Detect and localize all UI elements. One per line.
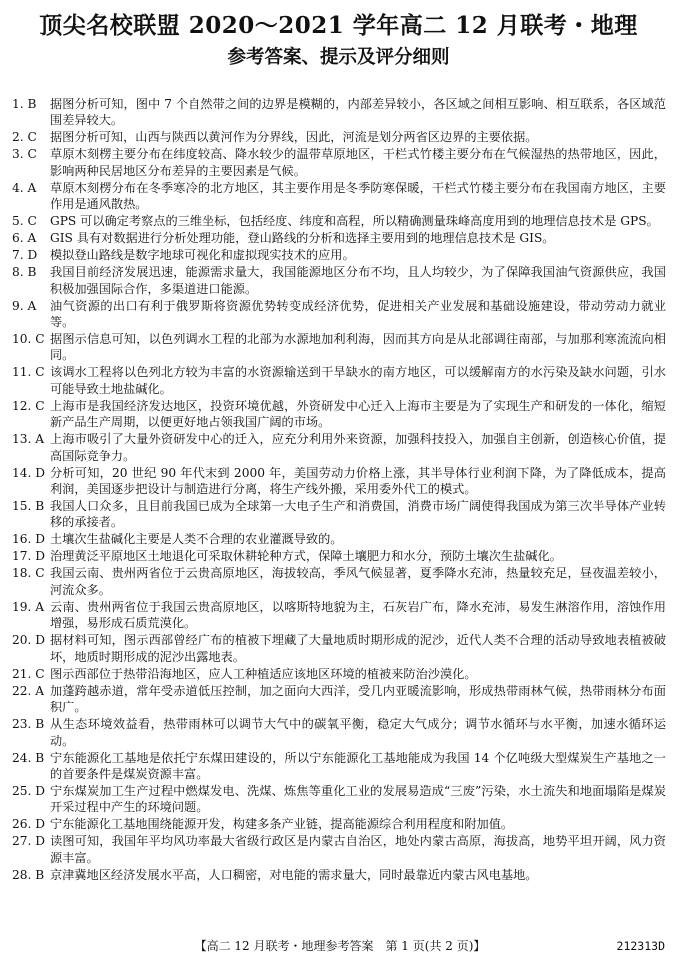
- answer-number: 19. A: [12, 599, 45, 614]
- answer-explanation: 宁东能源化工基地是依托宁东煤田建设的，所以宁东能源化工基地能成为我国 14 个亿吨级大型煤炭生产基地之一的首要条件是煤炭资源丰富。: [50, 750, 666, 781]
- answer-item: [12, 146, 666, 179]
- answer-number: 4. A: [12, 180, 37, 195]
- answer-number: 20. D: [12, 633, 46, 648]
- answer-item: [12, 833, 666, 866]
- answer-item: [12, 666, 666, 682]
- answer-number: 11. C: [12, 365, 45, 380]
- answer-explanation: 读图可知，我国年平均风功率最大省级行政区是内蒙古自治区，地处内蒙古高原，海拔高，地势平坦开阔，风力资源丰富。: [50, 834, 666, 865]
- answer-item: [12, 599, 666, 632]
- answer-item: [12, 750, 666, 783]
- answer-explanation: 据图分析可知，山西与陕西以黄河作为分界线，因此，河流是划分两省区边界的主要依据。: [50, 130, 538, 145]
- answer-item: [12, 783, 666, 816]
- answer-explanation: GIS 具有对数据进行分析处理功能，登山路线的分析和选择主要用到的地理信息技术是 GIS。: [50, 231, 555, 246]
- answer-number: 24. B: [12, 750, 45, 765]
- answer-number: 21. C: [12, 666, 45, 681]
- answer-explanation: 上海市是我国经济发达地区，投资环境优越，外资研发中心迁入上海市主要是为了实现生产和研发的一体化，缩短新产品生产周期，以便更好地占领我国广阔的市场。: [50, 398, 666, 430]
- answer-number: 16. D: [12, 532, 46, 547]
- answer-explanation: 宁东煤炭加工生产过程中燃煤发电、洗煤、炼焦等重化工业的发展易造成“三废”污染，水土流失和地面塌陷是煤炭开采过程中产生的环境问题。: [50, 783, 666, 815]
- answer-item: [12, 632, 666, 665]
- answer-item: [12, 180, 666, 213]
- answer-item: [12, 96, 666, 129]
- answer-item: [12, 816, 666, 832]
- answer-number: 7. D: [12, 248, 38, 263]
- answer-number: 26. D: [12, 817, 46, 832]
- answer-explanation: 我国目前经济发展迅速，能源需求量大，我国能源地区分布不均，且人均较少，为了保障我国油气资源供应，我国积极加强国际合作，多渠道进口能源。: [50, 265, 666, 296]
- answer-item: [12, 716, 666, 749]
- answer-explanation: 从生态环境效益看，热带雨林可以调节大气中的碳氧平衡，稳定大气成分；调节水循环与水平衡，加速水循环运动。: [50, 717, 666, 748]
- page-title: 顶尖名校联盟 2020～2021 学年高二 12 月联考・地理: [39, 12, 638, 39]
- answer-item: [12, 264, 666, 297]
- answer-explanation: 土壤次生盐碱化主要是人类不合理的农业灌溉导致的。: [50, 532, 343, 547]
- answer-item: [12, 298, 666, 331]
- answer-item: [12, 565, 666, 598]
- answer-number: 22. A: [12, 683, 45, 698]
- answer-explanation: 模拟登山路线是数字地球可视化和虚拟现实技术的应用。: [50, 248, 355, 263]
- answer-list: [12, 96, 666, 884]
- answer-number: 10. C: [12, 332, 45, 347]
- answer-explanation: 据图分析可知，图中 7 个自然带之间的边界是模糊的，内部差异较小，各区域之间相互影响、相互联系，各区域范围差异较大。: [50, 97, 666, 128]
- answer-number: 5. C: [12, 214, 37, 229]
- answer-explanation: GPS 可以确定考察点的三维坐标，包括经度、纬度和高程，所以精确测量珠峰高度用到的地理信息技术是 GPS。: [50, 214, 659, 229]
- answer-number: 6. A: [12, 231, 37, 246]
- answer-item: [12, 213, 666, 229]
- answer-item: [12, 129, 666, 145]
- answer-number: 8. B: [12, 265, 37, 280]
- answer-number: 9. A: [12, 298, 37, 313]
- answer-number: 13. A: [12, 432, 45, 447]
- answer-item: [12, 867, 666, 883]
- page-footer: [0, 937, 677, 955]
- answer-item: [12, 431, 666, 464]
- answer-explanation: 上海市吸引了大量外资研发中心的迁入，应充分利用外来资源，加强科技投入，加强自主创新，创造核心价值，提高国际竞争力。: [50, 432, 666, 463]
- page-subtitle: 参考答案、提示及评分细则: [227, 47, 450, 68]
- answer-explanation: 据材料可知，图示西部曾经广布的植被下埋藏了大量地质时期形成的泥沙，近代人类不合理的活动导致地表植被破坏，地质时期形成的泥沙出露地表。: [50, 633, 666, 664]
- answer-explanation: 治理黄泛平原地区土地退化可采取休耕轮种方式，保障土壤肥力和水分，预防土壤次生盐碱化。: [50, 549, 562, 564]
- answer-number: 28. B: [12, 867, 45, 882]
- answer-number: 17. D: [12, 549, 46, 564]
- answer-explanation: 我国人口众多，且目前我国已成为全球第一大电子生产和消费国，消费市场广阔使得我国成为第三次半导体产业转移的承接者。: [50, 499, 666, 530]
- answer-number: 12. C: [12, 398, 45, 413]
- answer-explanation: 云南、贵州两省位于我国云贵高原地区，以喀斯特地貌为主，石灰岩广布，降水充沛，易发生淋溶作用，溶蚀作用增强，易形成石质荒漠化。: [50, 599, 666, 631]
- answer-explanation: 我国云南、贵州两省位于云贵高原地区，海拔较高，季风气候显著，夏季降水充沛，热量较充足，昼夜温差较小，河流众多。: [50, 566, 666, 597]
- answer-item: [12, 548, 666, 564]
- answer-item: [12, 230, 666, 246]
- answer-number: 1. B: [12, 97, 37, 111]
- answer-number: 27. D: [12, 834, 46, 849]
- answer-item: [12, 331, 666, 364]
- answer-explanation: 图示西部位于热带沿海地区，应人工种植适应该地区环境的植被来防治沙漠化。: [50, 666, 477, 681]
- answer-item: [12, 398, 666, 431]
- answer-number: 14. D: [12, 465, 46, 480]
- answer-explanation: 草原木刻楞主要分布在纬度较高、降水较少的温带草原地区，干栏式竹楼主要分布在气候湿热的热带地区，因此，影响两种民居地区分布差异的主要因素是气候。: [50, 147, 666, 178]
- answer-item: [12, 465, 666, 498]
- answer-number: 25. D: [12, 783, 46, 798]
- answer-number: 15. B: [12, 499, 45, 514]
- answer-number: 23. B: [12, 717, 45, 732]
- answer-item: [12, 531, 666, 547]
- answer-item: [12, 683, 666, 716]
- footer-doc-code: 212313D: [616, 939, 665, 953]
- answer-explanation: 分析可知，20 世纪 90 年代末到 2000 年，美国劳动力价格上涨，其半导体行业利润下降，为了降低成本，提高利润，美国逐步把设计与制造进行分离，将生产线外搬，采用委外代工的模式。: [50, 465, 666, 497]
- answer-number: 18. C: [12, 566, 45, 581]
- answer-explanation: 加蓬跨越赤道，常年受赤道低压控制，加之面向大西洋，受几内亚暖流影响，形成热带雨林气候，热带雨林分布面积广。: [50, 683, 666, 715]
- answer-explanation: 京津冀地区经济发展水平高，人口稠密，对电能的需求量大，同时最靠近内蒙古风电基地。: [50, 867, 538, 882]
- footer-page-info: 【高二 12 月联考・地理参考答案 第 1 页(共 2 页)】: [194, 939, 486, 953]
- answer-explanation: 油气资源的出口有利于俄罗斯将资源优势转变成经济优势，促进相关产业发展和基础设施建设，带动劳动力就业等。: [50, 298, 666, 330]
- answer-item: [12, 364, 666, 397]
- answer-explanation: 草原木刻楞分布在冬季寒冷的北方地区，其主要作用是冬季防寒保暖，干栏式竹楼主要分布在我国南方地区，主要作用是通风散热。: [50, 180, 666, 212]
- answer-number: 2. C: [12, 130, 37, 145]
- answer-explanation: 据图示信息可知，以色列调水工程的北部为水源地加利利海，因而其方向是从北部调往南部，与加那利寒流流向相同。: [50, 332, 666, 363]
- answer-item: [12, 498, 666, 531]
- answer-item: [12, 247, 666, 263]
- answer-number: 3. C: [12, 147, 37, 162]
- answer-explanation: 宁东能源化工基地围绕能源开发，构建多条产业链，提高能源综合利用程度和附加值。: [50, 817, 514, 832]
- answer-explanation: 该调水工程将以色列北方较为丰富的水资源输送到干旱缺水的南方地区，可以缓解南方的水污染及缺水问题，引水可能导致土地盐碱化。: [50, 365, 666, 396]
